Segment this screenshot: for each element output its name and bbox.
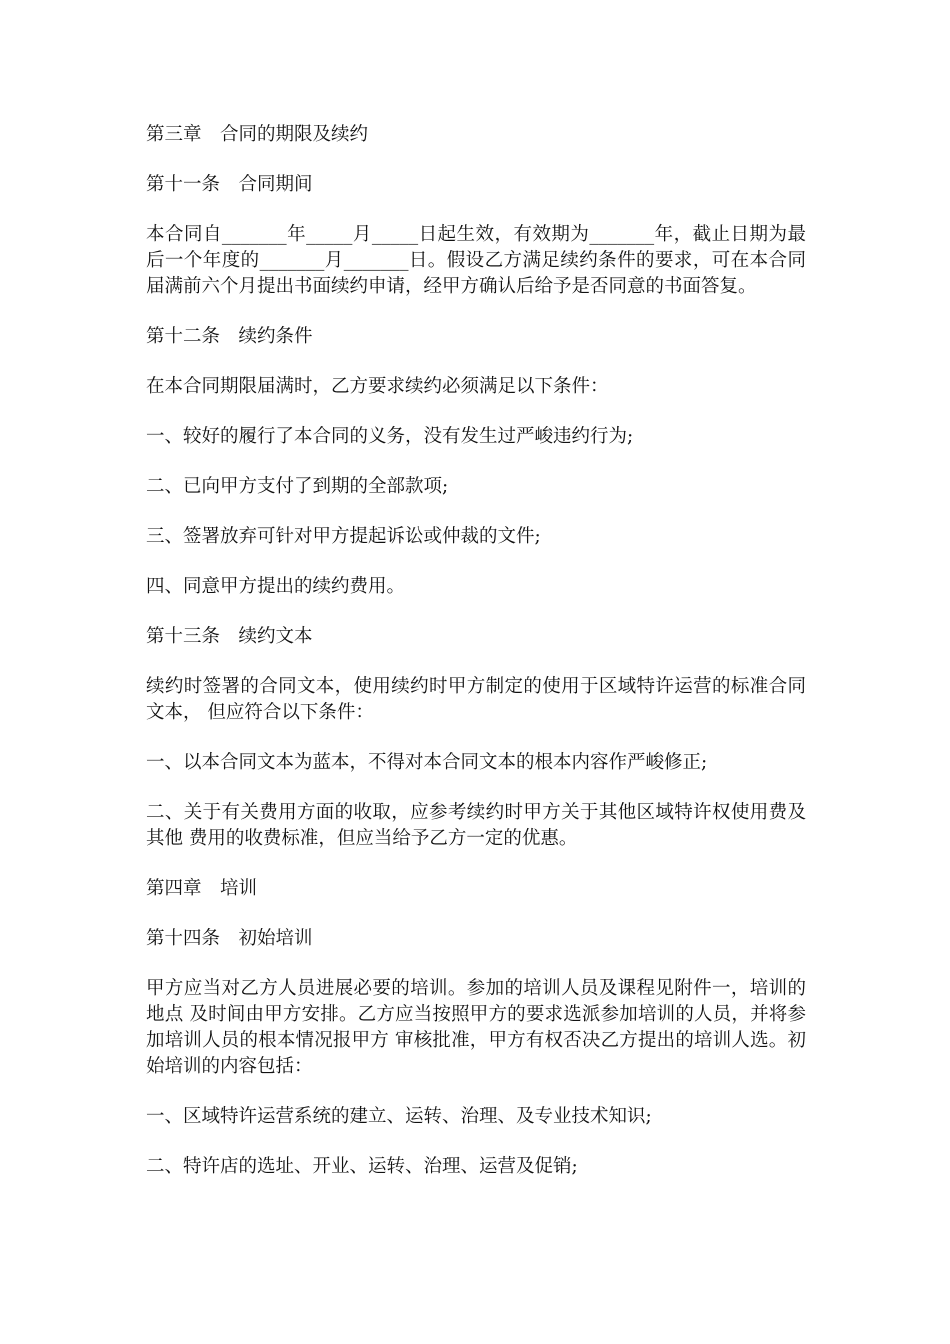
article-12-item-1: 一、较好的履行了本合同的义务，没有发生过严峻违约行为; <box>146 426 634 447</box>
chapter-4-title: 第四章 培训 <box>146 878 258 899</box>
chapter-3-title: 第三章 合同的期限及续约 <box>146 124 369 145</box>
article-11-text: 本合同自_______年_____月_____日起生效，有效期为_______年，截止日期为最后一个年度的_______月_______日。假设乙方满足续约条件的要求，可在本合同届满前六个月提出书面续约申请，经甲方确认后给予是否同意的书面答复。 <box>146 224 806 297</box>
article-14-item-1: 一、区域特许运营系统的建立、运转、治理、及专业技术知识; <box>146 1106 652 1127</box>
document-body <box>146 122 806 1204</box>
article-13-item-2: 二、关于有关费用方面的收取，应参考续约时甲方关于其他区域特许权使用费及其他 费用的收费标准，但应当给予乙方一定的优惠。 <box>146 802 806 849</box>
article-14-text: 甲方应当对乙方人员进展必要的培训。参加的培训人员及课程见附件一，培训的地点 及时间由甲方安排。乙方应当按照甲方的要求选派参加培训的人员，并将参加培训人员的根本情况报甲方 审核批准，甲方有权否决乙方提出的培训人选。初始培训的内容包括： <box>146 978 806 1077</box>
article-13-item-1: 一、以本合同文本为蓝本，不得对本合同文本的根本内容作严峻修正; <box>146 752 708 773</box>
article-13-title: 第十三条 续约文本 <box>146 626 313 647</box>
article-14-title: 第十四条 初始培训 <box>146 928 313 949</box>
article-12-item-2: 二、已向甲方支付了到期的全部款项; <box>146 476 449 497</box>
article-12-item-3: 三、签署放弃可针对甲方提起诉讼或仲裁的文件; <box>146 526 541 547</box>
article-12-item-4: 四、同意甲方提出的续约费用。 <box>146 576 406 597</box>
article-14-item-2: 二、特许店的选址、开业、运转、治理、运营及促销; <box>146 1156 578 1177</box>
article-12-title: 第十二条 续约条件 <box>146 326 313 347</box>
article-13-intro: 续约时签署的合同文本，使用续约时甲方制定的使用于区域特许运营的标准合同文本， 但应符合以下条件： <box>146 676 806 723</box>
article-11-title: 第十一条 合同期间 <box>146 174 313 195</box>
article-12-intro: 在本合同期限届满时，乙方要求续约必须满足以下条件： <box>146 376 609 397</box>
